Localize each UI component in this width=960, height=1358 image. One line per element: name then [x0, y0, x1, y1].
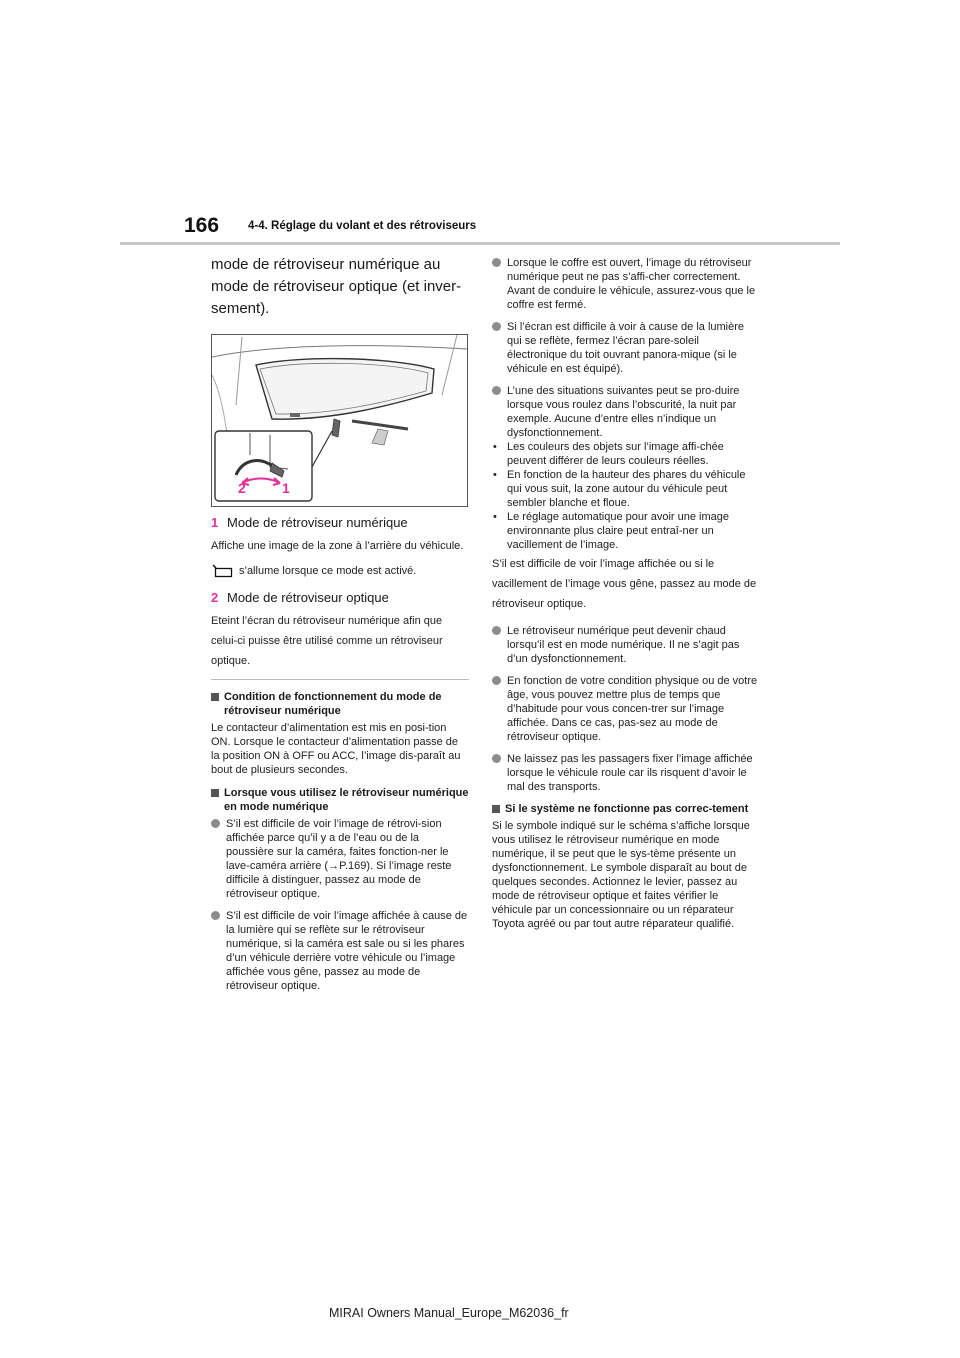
sub-list-item: [493, 510, 758, 552]
mode2-number: 2: [211, 590, 219, 605]
section-divider: [211, 679, 469, 680]
round-bullet-icon: [492, 258, 501, 267]
sub-bullet-mark: •: [493, 469, 497, 481]
sub-list: [492, 440, 758, 552]
malfunction-text: Si le symbole indiqué sur le schéma s’affiche lorsque vous utilisez le rétroviseur numérique en mode numérique, il se peut que le sys-tème présente un dysfonctionnement. Le symbole disparaît au bout de quelques secondes. Actionnez le levier, passez au mode de rétroviseur optique et faites vérifier le véhicule par un concessionnaire ou un réparateur Toyota agréé ou par tout autre réparateur qualifié.: [492, 820, 750, 930]
sub-list-item-text: En fonction de la hauteur des phares du véhicule qui vous suit, la zone autour du véhicule peut sembler blanche et floue.: [507, 469, 746, 509]
malfunction-heading: [492, 802, 758, 816]
mode2-heading: [211, 590, 469, 605]
mode1-description: Affiche une image de la zone à l’arrière du véhicule.: [211, 540, 464, 552]
sub-bullet-mark: •: [493, 441, 497, 453]
list-item-text: S’il est difficile de voir l’image de rétrovi-sion affichée parce qu’il y a de l’eau ou de la poussière sur la caméra, faites fonction-ner le lave-caméra arrière (→P.169). Si l’image reste difficile à distinguer, passez au mode de rétroviseur optique.: [226, 818, 452, 900]
usage-heading: [211, 786, 469, 814]
list-item-text: L’une des situations suivantes peut se pro-duire lorsque vous roulez dans l’obscurité, la nuit par exemple. Aucune d’entre elles n’indique un dysfonctionnement.: [507, 385, 740, 439]
square-bullet-icon: [211, 789, 219, 797]
figure-label-2: 2: [238, 480, 246, 496]
sub-list-item: [493, 468, 758, 510]
list-item: [211, 817, 469, 901]
right-column: [492, 256, 758, 940]
header-rule: [120, 242, 840, 245]
round-bullet-icon: [492, 322, 501, 331]
list-item: [492, 256, 758, 312]
list-item: [492, 384, 758, 440]
mode2-description: Eteint l’écran du rétroviseur numérique afin que celui-ci puisse être utilisé comme un rétroviseur optique.: [211, 615, 443, 667]
sub-list-item-text: Le réglage automatique pour avoir une image environnante plus claire peut entraî-ner un vacillement de l’image.: [507, 511, 729, 551]
list-item-text: Si l’écran est difficile à voir à cause de la lumière qui se reflète, fermez l’écran pare-soleil électronique du toit ouvrant panora-mique (si le véhicule en est équipé).: [507, 321, 745, 375]
condition-heading: [211, 690, 469, 718]
figure-label-1: 1: [282, 480, 290, 496]
section-title: 4-4. Réglage du volant et des rétroviseurs: [248, 220, 477, 232]
sub-bullet-mark: •: [493, 511, 497, 523]
lead-paragraph: mode de rétroviseur numérique au mode de rétroviseur optique (et inver-sement).: [211, 256, 462, 317]
page-number: 166: [184, 214, 220, 237]
square-bullet-icon: [211, 693, 219, 701]
mode2-title: Mode de rétroviseur optique: [227, 590, 389, 605]
mode1-heading: [211, 515, 469, 530]
mode1-number: 1: [211, 515, 219, 530]
list-item: [211, 909, 469, 993]
mirror-diagram-icon: [212, 335, 467, 506]
list-item-text: Le rétroviseur numérique peut devenir chaud lorsqu’il est en mode numérique. Il ne s’agit pas d’un dysfonctionnement.: [507, 625, 740, 665]
mode1-icon-note-text: s’allume lorsque ce mode est activé.: [239, 565, 417, 577]
mirror-illustration: [211, 334, 468, 507]
list-item: [492, 752, 758, 794]
sub-list-item: [493, 440, 758, 468]
usage-heading-text: Lorsque vous utilisez le rétroviseur numérique en mode numérique: [224, 787, 469, 813]
round-bullet-icon: [211, 819, 220, 828]
after-sublist-text: S’il est difficile de voir l’image affichée ou si le vacillement de l’image vous gêne, passez au mode de rétroviseur optique.: [492, 558, 757, 610]
sub-list-item-text: Les couleurs des objets sur l’image affi-chée peuvent différer de leurs couleurs réelles.: [507, 441, 724, 467]
round-bullet-icon: [492, 626, 501, 635]
mode1-icon-note: [211, 564, 469, 578]
malfunction-heading-text: Si le système ne fonctionne pas correc-tement: [505, 803, 749, 815]
round-bullet-icon: [492, 676, 501, 685]
mode1-title: Mode de rétroviseur numérique: [227, 515, 408, 530]
list-item-text: En fonction de votre condition physique ou de votre âge, vous pouvez mettre plus de temps que d’habitude pour vous concen-trer sur l’image affichée. Dans ce cas, pas-sez au mode de rétroviseur optique.: [507, 675, 758, 743]
list-item: [492, 624, 758, 666]
round-bullet-icon: [492, 754, 501, 763]
round-bullet-icon: [492, 386, 501, 395]
list-item: [492, 674, 758, 744]
list-item-text: Lorsque le coffre est ouvert, l’image du rétroviseur numérique peut ne pas s’affi-cher correctement. Avant de conduire le véhicule, assurez-vous que le coffre est fermé.: [507, 257, 756, 311]
list-item-text: S’il est difficile de voir l’image affichée à cause de la lumière qui se reflète sur le rétroviseur numérique, si la caméra est sale ou si les phares d’un véhicule derrière votre véhicule ou l’image affichée vous gêne, passez au mode de rétroviseur optique.: [226, 910, 468, 992]
square-bullet-icon: [492, 805, 500, 813]
left-column: [211, 254, 469, 1001]
footer-document-id: MIRAI Owners Manual_Europe_M62036_fr: [329, 1306, 569, 1320]
round-bullet-icon: [211, 911, 220, 920]
condition-text: Le contacteur d’alimentation est mis en posi-tion ON. Lorsque le contacteur d’alimentation passe de la position ON à OFF ou ACC, l’image dis-paraît au bout de plusieurs secondes.: [211, 722, 461, 776]
list-item: [492, 320, 758, 376]
camera-mode-icon: [211, 564, 233, 578]
list-item-text: Ne laissez pas les passagers fixer l’image affichée lorsque le véhicule roule car ils risquent d’avoir le mal des transports.: [507, 753, 753, 793]
condition-heading-text: Condition de fonctionnement du mode de rétroviseur numérique: [224, 691, 442, 717]
